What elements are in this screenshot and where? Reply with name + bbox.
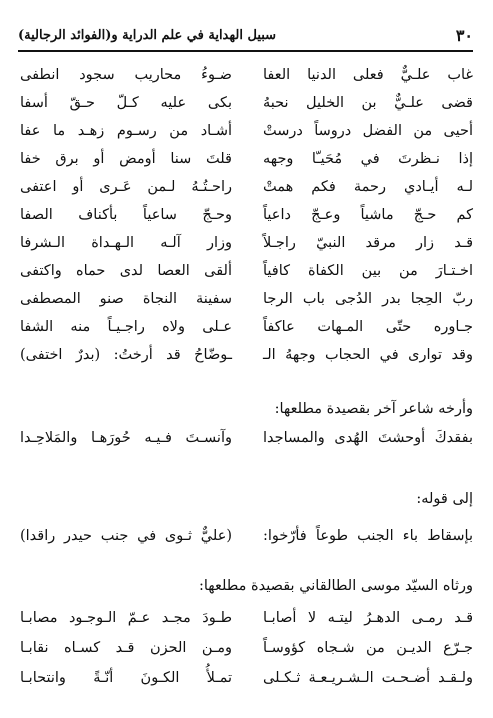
poem1-verse-8-first-hemistich: اخـتـارَ من بين الكفاة كافياً — [263, 263, 473, 279]
poem1-verse-5-first-hemistich: لـه أيـادي رحمة فكم همتْ — [263, 179, 473, 195]
poem1-verse-2-second-hemistich: بكى عليه كـلّ حـقّ أسفا — [20, 95, 232, 111]
poem1-verse-7-second-hemistich: وزار آلـه الـهـداة الـشرفا — [20, 235, 232, 251]
page-number: ٣٠ — [455, 26, 473, 45]
poem1-verse-1-second-hemistich: ضـوءُ محاريب سجود انطفى — [20, 67, 232, 83]
poem1-verse-3-first-hemistich: أحيى من الفضل دروساً درستْ — [263, 123, 473, 139]
poem2-final-verse-first-hemistich: بإسقاط باء الجنب طوعاً فأرّخوا: — [263, 528, 473, 544]
poem3-verse-3-second-hemistich: تمـلأُ الكـونَ أنّـةً وانتحابـا — [20, 670, 232, 686]
poem1-verse-6-second-hemistich: وحـجّ ساعياً بأكناف الصفا — [20, 207, 232, 223]
poem2-final-verse-chronogram: (عليٌّ ثـوى في جنب حيدر راقدا) — [20, 528, 232, 544]
poem1-verse-3-second-hemistich: أشـاد من رسـوم زهـد ما عفا — [20, 123, 232, 139]
poem1-verse-4-second-hemistich: قلتَ سنا أومض أو برق خفا — [20, 151, 232, 167]
poem1-verse-1-first-hemistich: غاب علـيٌّ فعلى الدنيا العفا — [263, 67, 473, 83]
poem1-verse-9-second-hemistich: سفينة النجاة صنو المصطفى — [20, 291, 232, 307]
poem3-verse-1-second-hemistich: طـودَ مجـد عـمّ الـوجـود مصابـا — [20, 610, 232, 626]
poem1-verse-8-second-hemistich: ألقى العصا لدى حماه واكتفى — [20, 263, 232, 279]
poem1-verse-9-first-hemistich: ربّ الحِجا بدر الدُجى باب الرجا — [263, 291, 473, 307]
poem1-verse-11-second-hemistich: ـوضّاحُ قد أرختُ: (بدرٌ اختفى) — [20, 347, 232, 363]
poem1-verse-10-second-hemistich: عـلى ولاه راجـيـاً منه الشفا — [20, 319, 232, 335]
poem3-verse-2-first-hemistich: جـرّع الديـن من شـجاه كؤوسـاً — [263, 640, 473, 656]
intro-second-poet: وأرخه شاعر آخر بقصيدة مطلعها: — [274, 401, 473, 417]
poem2-verse-first-hemistich: بفقدكَ أوحشتَ الهُدى والمساجدا — [263, 430, 473, 446]
poem2-verse-second-hemistich: وآنسـتَ فـيـه حُورَهـا والمَلاحِـدا — [20, 430, 232, 446]
poem3-verse-2-second-hemistich: ومـن الحزن قـد كسـاه نقابـا — [20, 640, 232, 656]
poem1-verse-5-second-hemistich: راحـتُـهُ لـمن عَـرى أو اعتفى — [20, 179, 232, 195]
poem1-verse-4-first-hemistich: إذا نـظرتَ في مُحَيـّا وجهه — [263, 151, 473, 167]
intro-taleqani-elegy: ورثاه السيّد موسى الطالقاني بقصيدة مطلعها: — [199, 578, 473, 594]
poem1-verse-7-first-hemistich: قـد زار مرقد النبيّ راجـلاً — [263, 235, 473, 251]
poem3-verse-1-first-hemistich: قـد رمـى الدهـرُ ليتـه لا أصابـا — [263, 610, 473, 626]
poem1-verse-10-first-hemistich: جـاوره حتّى المـهات عاكفاً — [263, 319, 473, 335]
page-header — [18, 28, 473, 52]
intro-until-saying: إلى قوله: — [416, 491, 473, 507]
poem1-verse-2-first-hemistich: قضى علـيٌّ بن الخليل نحبهُ — [263, 95, 473, 111]
poem1-verse-6-first-hemistich: كم حـجّ ماشياً وعـجّ داعياً — [263, 207, 473, 223]
poem3-verse-3-first-hemistich: ولـقـد أضـحـت الـشـريـعـة ثـكـلى — [263, 670, 473, 686]
poem1-verse-11-first-hemistich: وقد توارى في الحجاب وجههُ الـ — [263, 347, 473, 363]
running-title: سبيل الهداية في علم الدراية و(الفوائد الرجالية) — [18, 28, 277, 43]
